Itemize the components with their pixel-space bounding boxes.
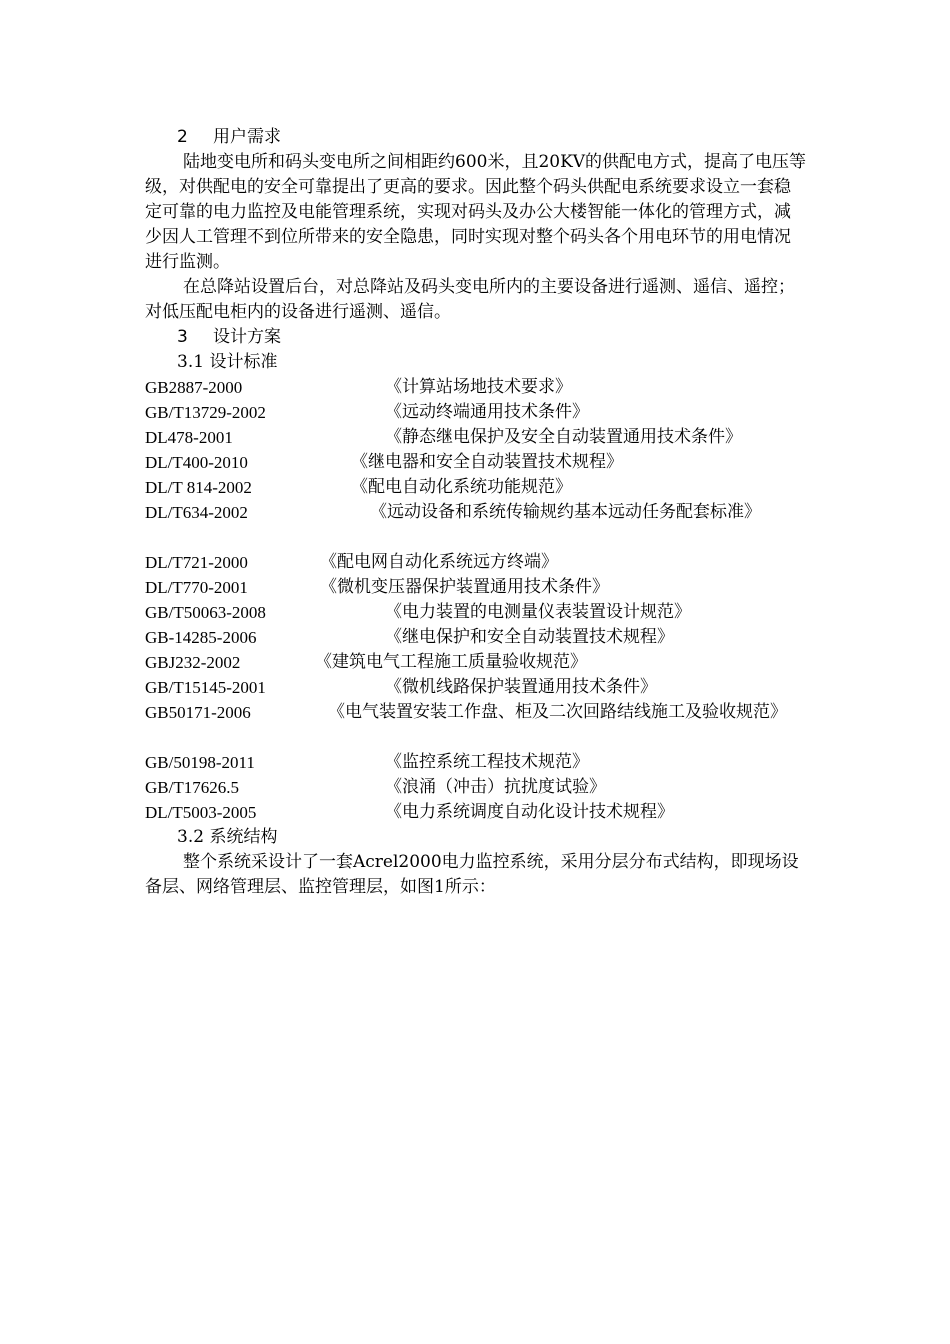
standard-row bbox=[145, 425, 807, 450]
standard-code: GB2887-2000 bbox=[145, 378, 243, 397]
standard-title: 《浪涌（冲击）抗扰度试验》 bbox=[385, 777, 606, 797]
standard-title: 《继电保护和安全自动装置技术规程》 bbox=[385, 627, 674, 647]
standard-row bbox=[145, 700, 807, 750]
standard-row bbox=[145, 500, 807, 550]
standard-code: GB/T50063-2008 bbox=[145, 603, 266, 622]
standard-title: 《电气装置安装工作盘、柜及二次回路结线施工及验收规范》 bbox=[328, 702, 787, 722]
standard-row bbox=[145, 675, 807, 700]
standard-code: GB/T13729-2002 bbox=[145, 403, 266, 422]
subsection-3-1-heading: 3.1 设计标准 bbox=[177, 352, 278, 372]
standard-row bbox=[145, 450, 807, 475]
standard-title: 《继电器和安全自动装置技术规程》 bbox=[351, 452, 623, 472]
section-2-title: 用户需求 bbox=[213, 127, 281, 147]
section-2-paragraph-2: 在总降站设置后台，对总降站及码头变电所内的主要设备进行遥测、遥信、遥控；对低压配电柜内的设备进行遥测、遥信。 bbox=[145, 277, 795, 322]
standard-title: 《计算站场地技术要求》 bbox=[385, 377, 572, 397]
standard-row bbox=[145, 550, 807, 575]
standard-code: DL/T5003-2005 bbox=[145, 803, 257, 822]
standard-title: 《远动终端通用技术条件》 bbox=[385, 402, 589, 422]
standard-row bbox=[145, 650, 807, 675]
standard-title: 《配电自动化系统功能规范》 bbox=[351, 477, 572, 497]
standard-code: DL478-2001 bbox=[145, 428, 233, 447]
standard-code: GBJ232-2002 bbox=[145, 653, 241, 672]
standard-code: DL/T 814-2002 bbox=[145, 478, 252, 497]
standard-row bbox=[145, 625, 807, 650]
standard-code: DL/T634-2002 bbox=[145, 503, 248, 522]
standard-row bbox=[145, 775, 807, 800]
standard-code: GB/T17626.5 bbox=[145, 778, 239, 797]
standard-code: GB/T15145-2001 bbox=[145, 678, 266, 697]
standard-title: 《静态继电保护及安全自动装置通用技术条件》 bbox=[385, 427, 742, 447]
standard-row bbox=[145, 400, 807, 425]
section-2-heading bbox=[177, 125, 281, 150]
standard-title: 《监控系统工程技术规范》 bbox=[385, 752, 589, 772]
section-2-paragraph-1: 陆地变电所和码头变电所之间相距约600米，且20KV的供配电方式，提高了电压等级，对供配电的安全可靠提出了更高的要求。因此整个码头供配电系统要求设立一套稳定可靠的电力监控及电能管理系统，实现对码头及办公大楼智能一体化的管理方式，减少因人工管理不到位所带来的安全隐患，同时实现对整个码头各个用电环节的用电情况进行监测。 bbox=[145, 152, 807, 272]
standard-title: 《建筑电气工程施工质量验收规范》 bbox=[315, 652, 587, 672]
standard-row bbox=[145, 800, 807, 825]
standard-title: 《配电网自动化系统远方终端》 bbox=[320, 552, 558, 572]
section-3-heading bbox=[177, 325, 281, 350]
standard-row bbox=[145, 600, 807, 625]
standard-title: 《电力系统调度自动化设计技术规程》 bbox=[385, 802, 674, 822]
standard-code: GB/50198-2011 bbox=[145, 753, 255, 772]
standard-row bbox=[145, 750, 807, 775]
standard-title: 《微机线路保护装置通用技术条件》 bbox=[385, 677, 657, 697]
standard-title: 《远动设备和系统传输规约基本远动任务配套标准》 bbox=[370, 502, 761, 522]
standard-code: DL/T770-2001 bbox=[145, 578, 248, 597]
standard-row bbox=[145, 575, 807, 600]
standard-title: 《微机变压器保护装置通用技术条件》 bbox=[320, 577, 609, 597]
subsection-3-2-heading: 3.2 系统结构 bbox=[177, 827, 278, 847]
section-3-title: 设计方案 bbox=[213, 327, 281, 347]
standard-code: DL/T721-2000 bbox=[145, 553, 248, 572]
standard-row bbox=[145, 375, 807, 400]
standard-code: GB50171-2006 bbox=[145, 703, 251, 722]
section-3-2-paragraph: 整个系统采设计了一套Acrel2000电力监控系统，采用分层分布式结构，即现场设备层、网络管理层、监控管理层，如图1所示： bbox=[145, 852, 799, 897]
standard-code: GB-14285-2006 bbox=[145, 628, 257, 647]
standard-title: 《电力装置的电测量仪表装置设计规范》 bbox=[385, 602, 691, 622]
standard-code: DL/T400-2010 bbox=[145, 453, 248, 472]
section-3-number: 3 bbox=[177, 327, 188, 347]
standard-row bbox=[145, 475, 807, 500]
section-2-number: 2 bbox=[177, 127, 188, 147]
